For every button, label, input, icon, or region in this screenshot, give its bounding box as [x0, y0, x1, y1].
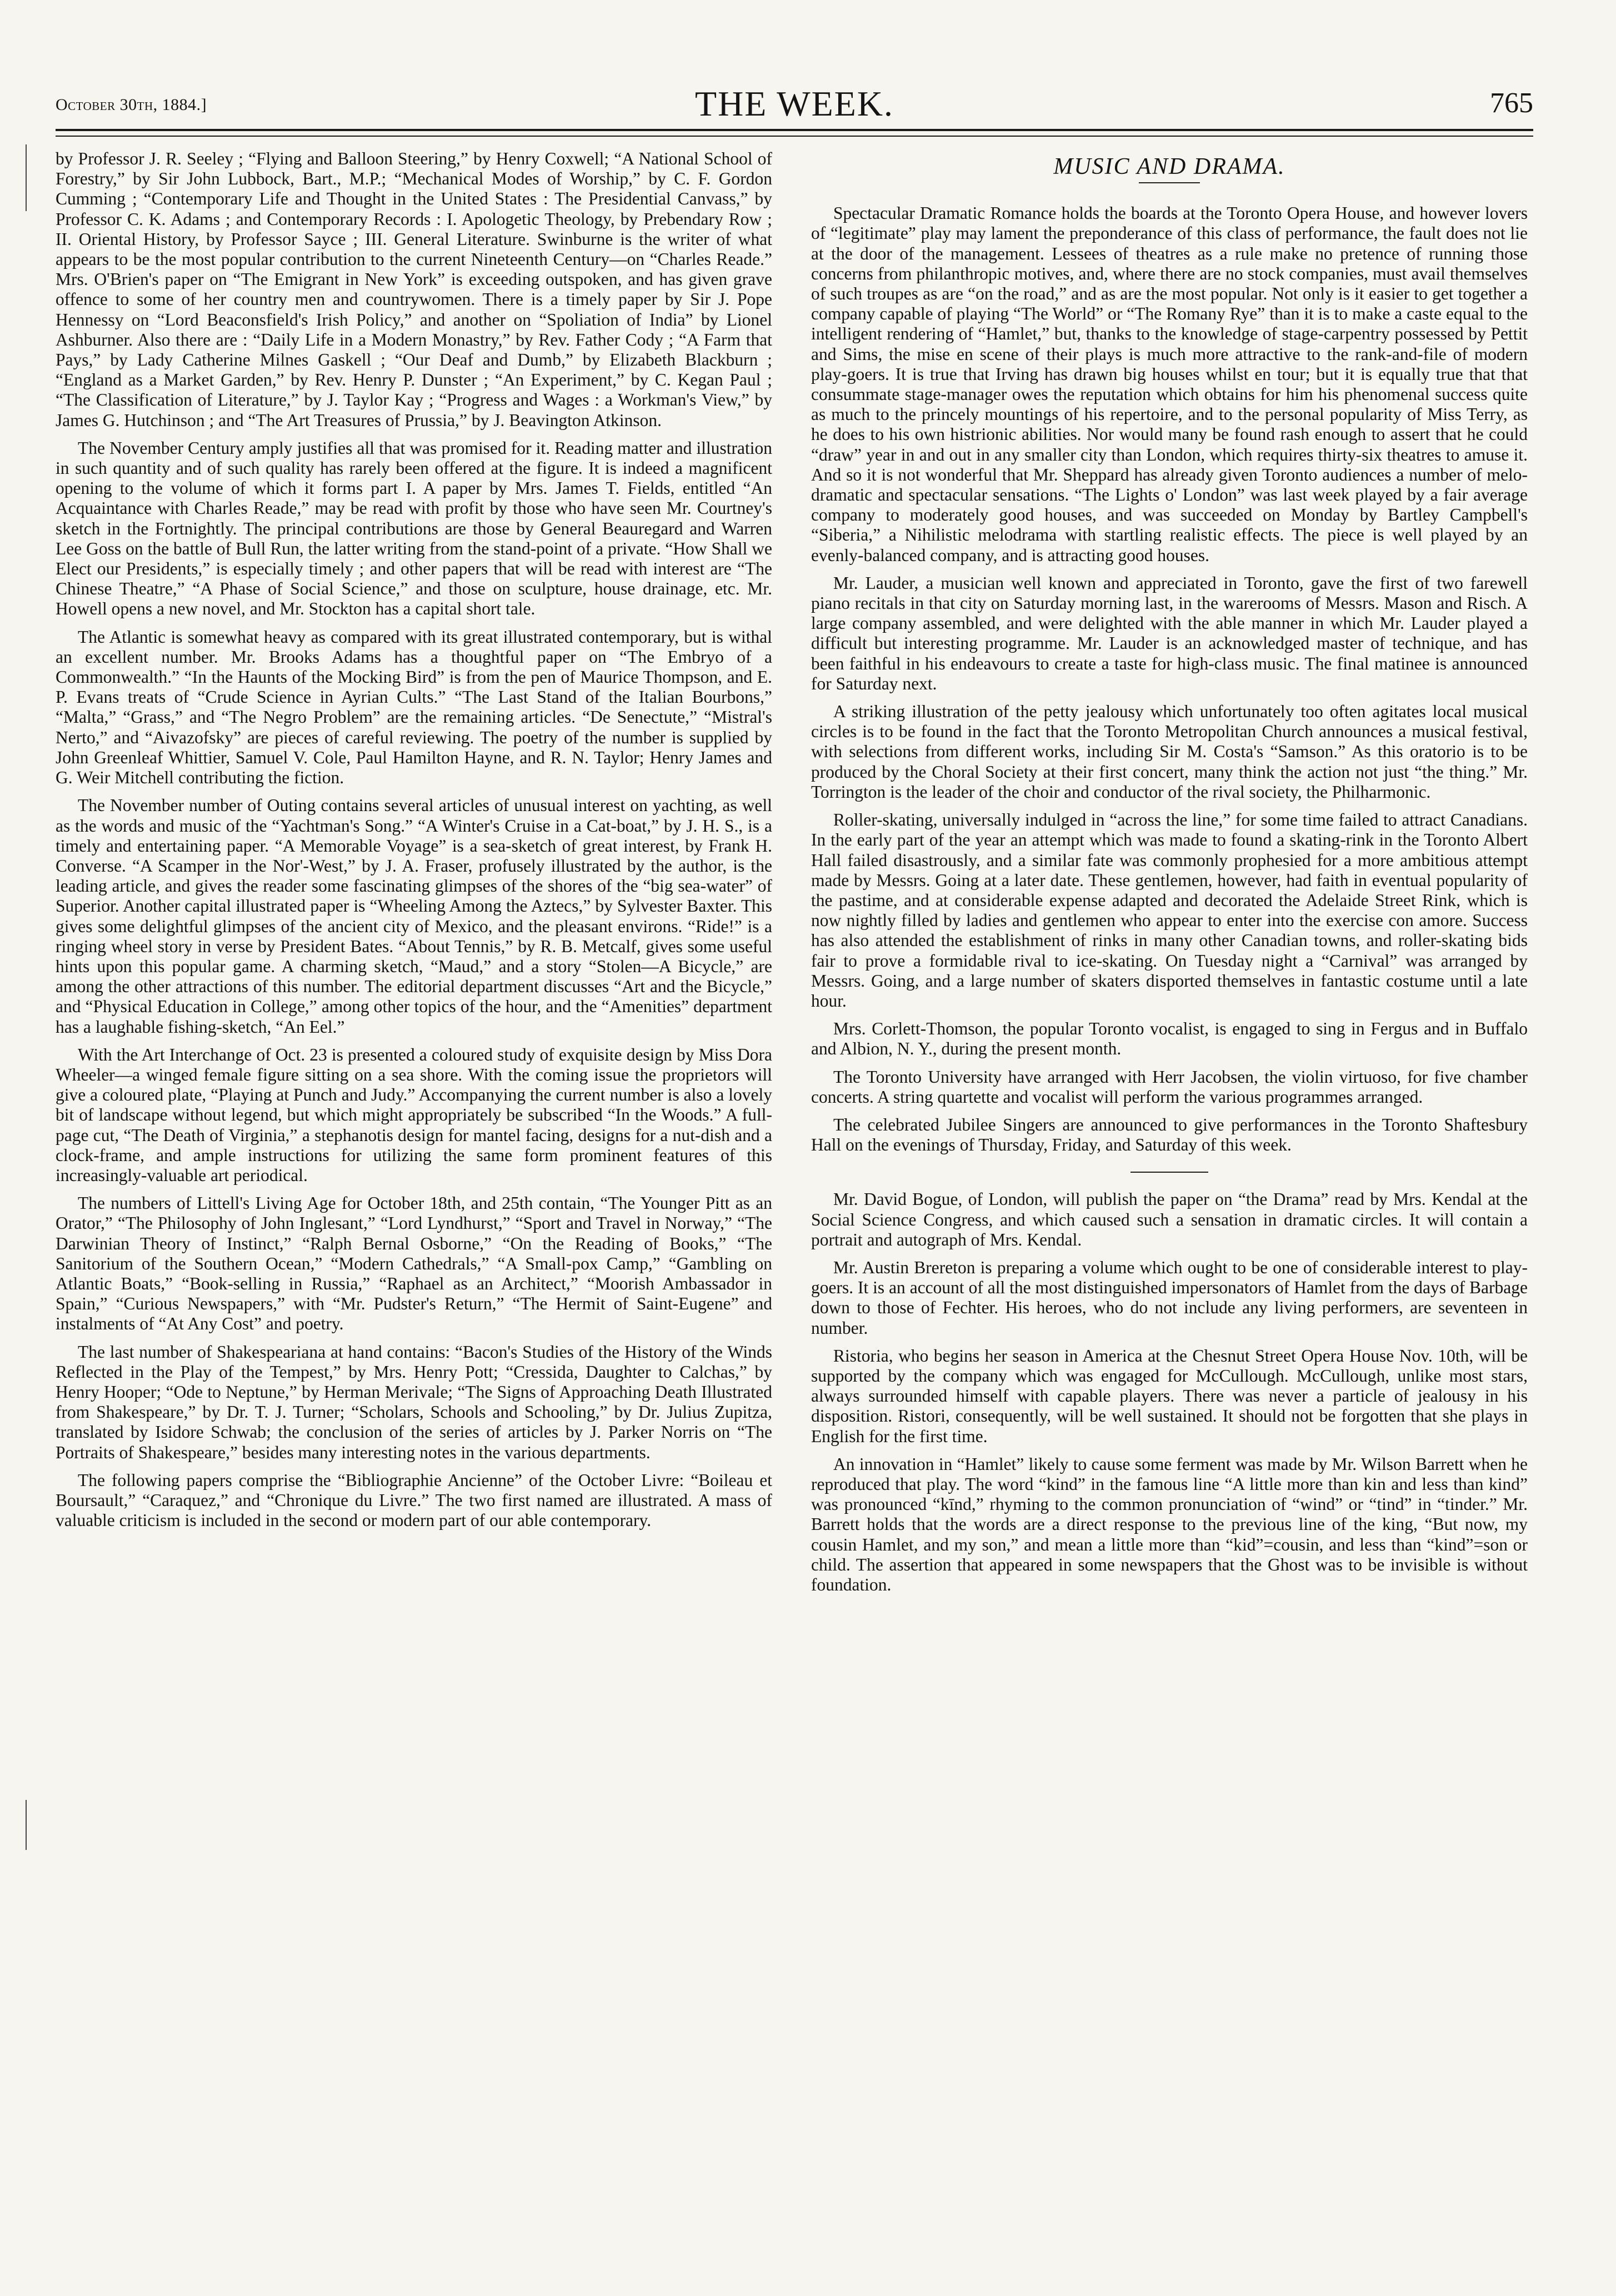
- article-paragraph: The celebrated Jubilee Singers are announced to give performances in the Toronto Shaftesbury Hall on the evenings of Thursday, Friday, and Saturday of this week.: [811, 1114, 1528, 1155]
- article-paragraph: A striking illustration of the petty jealousy which unfortunately too often agitates local musical circles is to be found in the fact that the Toronto Metropolitan Church announces a musical festival, with selections from different works, including Sir M. Costa's “Samson.” As this oratorio is to be produced by the Choral Society at their first concert, many think the action not just “the thing.” Mr. Torrington is the leader of the choir and conductor of the rival society, the Philharmonic.: [811, 702, 1528, 802]
- article-paragraph: The Toronto University have arranged with Herr Jacobsen, the violin virtuoso, for five chamber concerts. A string quartette and vocalist will perform the various programmes arranged.: [811, 1067, 1528, 1107]
- article-paragraph: by Professor J. R. Seeley ; “Flying and Balloon Steering,” by Henry Coxwell; “A National School of Forestry,” by Sir John Lubbock, Bart., M.P.; “Mechanical Modes of Worship,” by C. F. Gordon Cumming ; “Contemporary Life and Thought in the United States : The Presidential Canvass,” by Professor C. K. Adams ; and Contemporary Records : I. Apologetic Theology, by Prebendary Row ; II. Oriental History, by Professor Sayce ; III. General Literature. Swinburne is the writer of what appears to be the most popular contribution to the current Nineteenth Century—on “Charles Reade.” Mrs. O'Brien's paper on “The Emigrant in New York” is exceeding outspoken, and has given grave offence to some of her country men and countrywomen. There is a timely paper by Sir J. Pope Hennessy on “Lord Beaconsfield's Irish Policy,” and another on “Spoliation of India” by Lionel Ashburner. Also there are : “Daily Life in a Modern Monastry,” by Rev. Father Cody ; “A Farm that Pays,” by Lady Catherine Milnes Gaskell ; “Our Deaf and Dumb,” by Elizabeth Blackburn ; “England as a Market Garden,” by Rev. Henry P. Dunster ; “An Experiment,” by C. Kegan Paul ; “The Classification of Literature,” by J. Taylor Kay ; “Progress and Wages : a Workman's View,” by James G. Hutchinson ; and “The Art Treasures of Prussia,” by J. Beavington Atkinson.: [56, 149, 772, 430]
- article-paragraph: Spectacular Dramatic Romance holds the boards at the Toronto Opera House, and however lovers of “legitimate” play may lament the preponderance of this class of performance, the fault does not lie at the door of the management. Lessees of theatres as a rule make no pretence of running those concerns from philanthropic motives, and, where there are no stock companies, must avail themselves of such troupes as are “on the road,” and as are the most popular. Not only is it easier to get together a company capable of playing “The World” or “The Romany Rye” than it is to make a caste equal to the intelligent rendering of “Hamlet,” but, thanks to the knowledge of stage-carpentry possessed by Pettit and Sims, the mise en scene of their plays is much more attractive to the rank-and-file of modern play-goers. It is true that Irving has drawn big houses whilst en tour; but it is equally true that that consummate stage-manager owes the reputation which obtains for him his phenomenal success quite as much to the princely mountings of his repertoire, and to the personal popularity of Miss Terry, as he does to his own histrionic abilities. Nor would many be found rash enough to assert that he could “draw” year in and out in any smaller city than London, which requires thirty-six theatres to amuse it. And so it is not wonderful that Mr. Sheppard has already given Toronto audiences a number of melo-dramatic and spectacular sensations. “The Lights o' London” was last week played by a fair average company to moderately good houses, and was succeeded on Monday by Bartley Campbell's “Siberia,” a Nihilistic melodrama with startling realistic effects. The piece is well played by an evenly-balanced company, and is attracting good houses.: [811, 203, 1528, 565]
- section-heading: MUSIC AND DRAMA.: [1053, 154, 1285, 179]
- article-paragraph: Mr. Austin Brereton is preparing a volume which ought to be one of considerable interest to play-goers. It is an account of all the most distinguished impersonators of Hamlet from the days of Barbage down to those of Fechter. His heroes, who do not include any living performers, are seventeen in number.: [811, 1257, 1528, 1338]
- article-paragraph: The November Century amply justifies all that was promised for it. Reading matter and illustration in such quantity and of such quality has rarely been offered at the figure. It is indeed a magnificent opening to the volume of which it forms part I. A paper by Mrs. James T. Fields, entitled “An Acquaintance with Charles Reade,” may be read with profit by those who have seen Mr. Courtney's sketch in the Fortnightly. The principal contributions are those by General Beauregard and Warren Lee Goss on the battle of Bull Run, the latter writing from the stand-point of a private. “How Shall we Elect our Presidents,” is especially timely ; and other papers that will be read with interest are “The Chinese Theatre,” “A Phase of Social Science,” and those on sculpture, house drainage, etc. Mr. Howell opens a new novel, and Mr. Stockton has a capital short tale.: [56, 438, 772, 619]
- article-paragraph: The numbers of Littell's Living Age for October 18th, and 25th contain, “The Younger Pitt as an Orator,” “The Philosophy of John Inglesant,” “Lord Lyndhurst,” “Sport and Travel in Norway,” “The Darwinian Theory of Instinct,” “Ralph Bernal Osborne,” “On the Reading of Books,” “The Sanitorium of the Southern Ocean,” “Modern Cathedrals,” “A Small-pox Camp,” “Gambling on Atlantic Boats,” “Book-selling in Russia,” “Raphael as an Architect,” “Moorish Ambassador in Spain,” “Curious Newspapers,” with “Mr. Pudster's Return,” “The Hermit of Saint-Eugene” and instalments of “At Any Cost” and poetry.: [56, 1193, 772, 1334]
- article-paragraph: Mr. David Bogue, of London, will publish the paper on “the Drama” read by Mrs. Kendal at the Social Science Congress, and which caused such a sensation in dramatic circles. It will contain a portrait and autograph of Mrs. Kendal.: [811, 1189, 1528, 1249]
- article-paragraph: The last number of Shakespeariana at hand contains: “Bacon's Studies of the History of the Winds Reflected in the Play of the Tempest,” by Mrs. Henry Pott; “Cressida, Daughter to Calchas,” by Henry Hooper; “Ode to Neptune,” by Herman Merivale; “The Signs of Approaching Death Illustrated from Shakespeare,” by Dr. T. J. Turner; “Scholars, Schools and Schooling,” by Dr. Julius Zupitza, translated by Isidore Schwab; the conclusion of the series of articles by J. Parker Norris on “The Portraits of Shakespeare,” besides many interesting notes in the various departments.: [56, 1342, 772, 1462]
- margin-mark: [26, 1800, 27, 1850]
- header-rule-thick: [56, 129, 1533, 131]
- issue-date: October 30th, 1884.]: [56, 96, 207, 114]
- publication-title: THE WEEK.: [694, 84, 894, 123]
- article-paragraph: The Atlantic is somewhat heavy as compared with its great illustrated contemporary, but is withal an excellent number. Mr. Brooks Adams has a thoughtful paper on “The Embryo of a Commonwealth.” “In the Haunts of the Mocking Bird” is from the pen of Maurice Thompson, and E. P. Evans treats of “Crude Science in Ayrian Cults.” “The Last Stand of the Italian Bourbons,” “Malta,” “Grass,” and “The Negro Problem” are the remaining articles. “De Senectute,” “Mistral's Nerto,” and “Aivazofsky” are pieces of careful reviewing. The poetry of the number is supplied by John Greenleaf Whittier, Samuel V. Cole, Paul Hamilton Hayne, and R. N. Taylor; Henry James and G. Weir Mitchell contributing the fiction.: [56, 627, 772, 788]
- article-paragraph: The November number of Outing contains several articles of unusual interest on yachting, as well as the words and music of the “Yachtman's Song.” “A Winter's Cruise in a Cat-boat,” by J. H. S., is a timely and entertaining paper. “A Memorable Voyage” is a sea-sketch of great interest, by Frank H. Converse. “A Scamper in the Nor'-West,” by J. A. Fraser, profusely illustrated by the author, is the leading article, and gives the reader some fascinating glimpses of the shores of the “big sea-water” of Superior. Another capital illustrated paper is “Wheeling Among the Aztecs,” by Sylvester Baxter. This gives some delightful glimpses of the ancient city of Mexico, and the pleasant environs. “Ride!” is a ringing wheel story in verse by President Bates. “About Tennis,” by R. B. Metcalf, gives some useful hints upon this popular game. A charming sketch, “Maud,” and a story “Stolen—A Bicycle,” are among the other attractions of this number. The editorial department discusses “Art and the Bicycle,” and “Physical Education in College,” among other topics of the hour, and the “Amenities” department has a laughable fishing-sketch, “An Eel.”: [56, 796, 772, 1037]
- margin-mark: [26, 144, 27, 211]
- section-divider: [1130, 1172, 1208, 1173]
- left-column: [56, 149, 772, 1538]
- article-paragraph: Mr. Lauder, a musician well known and appreciated in Toronto, gave the first of two farewell piano recitals in that city on Saturday morning last, in the warerooms of Messrs. Mason and Risch. A large company assembled, and were delighted with the able manner in which Mr. Lauder played a difficult but interesting programme. Mr. Lauder is an acknowledged master of technique, and has been faithful in his endeavours to create a taste for high-class music. The final matinee is announced for Saturday next.: [811, 573, 1528, 693]
- article-paragraph: With the Art Interchange of Oct. 23 is presented a coloured study of exquisite design by Miss Dora Wheeler—a winged female figure sitting on a sea shore. With the coming issue the proprietors will give a coloured plate, “Playing at Punch and Judy.” Accompanying the current number is also a lovely bit of landscape without legend, but which might appropriately be subscribed “In the Woods.” A full-page cut, “The Death of Virginia,” a stephanotis design for mantel facing, designs for a nut-dish and a clock-frame, and ample instructions for utilizing the same form prominent features of this increasingly-valuable art periodical.: [56, 1044, 772, 1185]
- article-paragraph: The following papers comprise the “Bibliographie Ancienne” of the October Livre: “Boileau et Boursault,” “Caraquez,” and “Chronique du Livre.” The two first named are illustrated. A mass of valuable criticism is included in the second or modern part of our able contemporary.: [56, 1470, 772, 1530]
- article-paragraph: An innovation in “Hamlet” likely to cause some ferment was made by Mr. Wilson Barrett when he reproduced that play. The word “kind” in the famous line “A little more than kin and less than kind” was pronounced “kīnd,” rhyming to the common pronunciation of “wind” or “tind” in “tinder.” Mr. Barrett holds that the words are a direct response to the previous line of the king, “But now, my cousin Hamlet, and my son,” and mean a little more than “kid”=cousin, and less than “kind”=son or child. The assertion that appeared in some newspapers that the Ghost was to be invisible is without foundation.: [811, 1454, 1528, 1594]
- article-paragraph: Mrs. Corlett-Thomson, the popular Toronto vocalist, is engaged to sing in Fergus and in Buffalo and Albion, N. Y., during the present month.: [811, 1019, 1528, 1059]
- header-rule-thin: [56, 136, 1533, 137]
- section-divider: [1139, 182, 1200, 183]
- article-paragraph: Roller-skating, universally indulged in “across the line,” for some time failed to attract Canadians. In the early part of the year an attempt which was made to found a skating-rink in the Toronto Albert Hall failed disastrously, and a similar fate was commonly prophesied for a more ambitious attempt made by Messrs. Going at a later date. These gentlemen, however, had faith in eventual popularity of the pastime, and at considerable expense adapted and decorated the Adelaide Street Rink, which is now nightly filled by ladies and gentlemen who appear to enter into the exercise con amore. Success has also attended the establishment of rinks in many other Canadian towns, and roller-skating bids fair to prove a formidable rival to ice-skating. On Tuesday night a “Carnival” was arranged by Messrs. Going, and a large number of skaters disported themselves in fantastic costume until a late hour.: [811, 810, 1528, 1011]
- article-paragraph: Ristoria, who begins her season in America at the Chesnut Street Opera House Nov. 10th, will be supported by the company which was engaged for McCullough. McCullough, unlike most stars, always surrounded himself with capable players. There was never a particle of jealousy in his disposition. Ristori, consequently, will be well sustained. It should not be forgotten that she plays in English for the first time.: [811, 1345, 1528, 1446]
- right-column: [811, 149, 1528, 1603]
- page-number: 765: [1490, 87, 1533, 119]
